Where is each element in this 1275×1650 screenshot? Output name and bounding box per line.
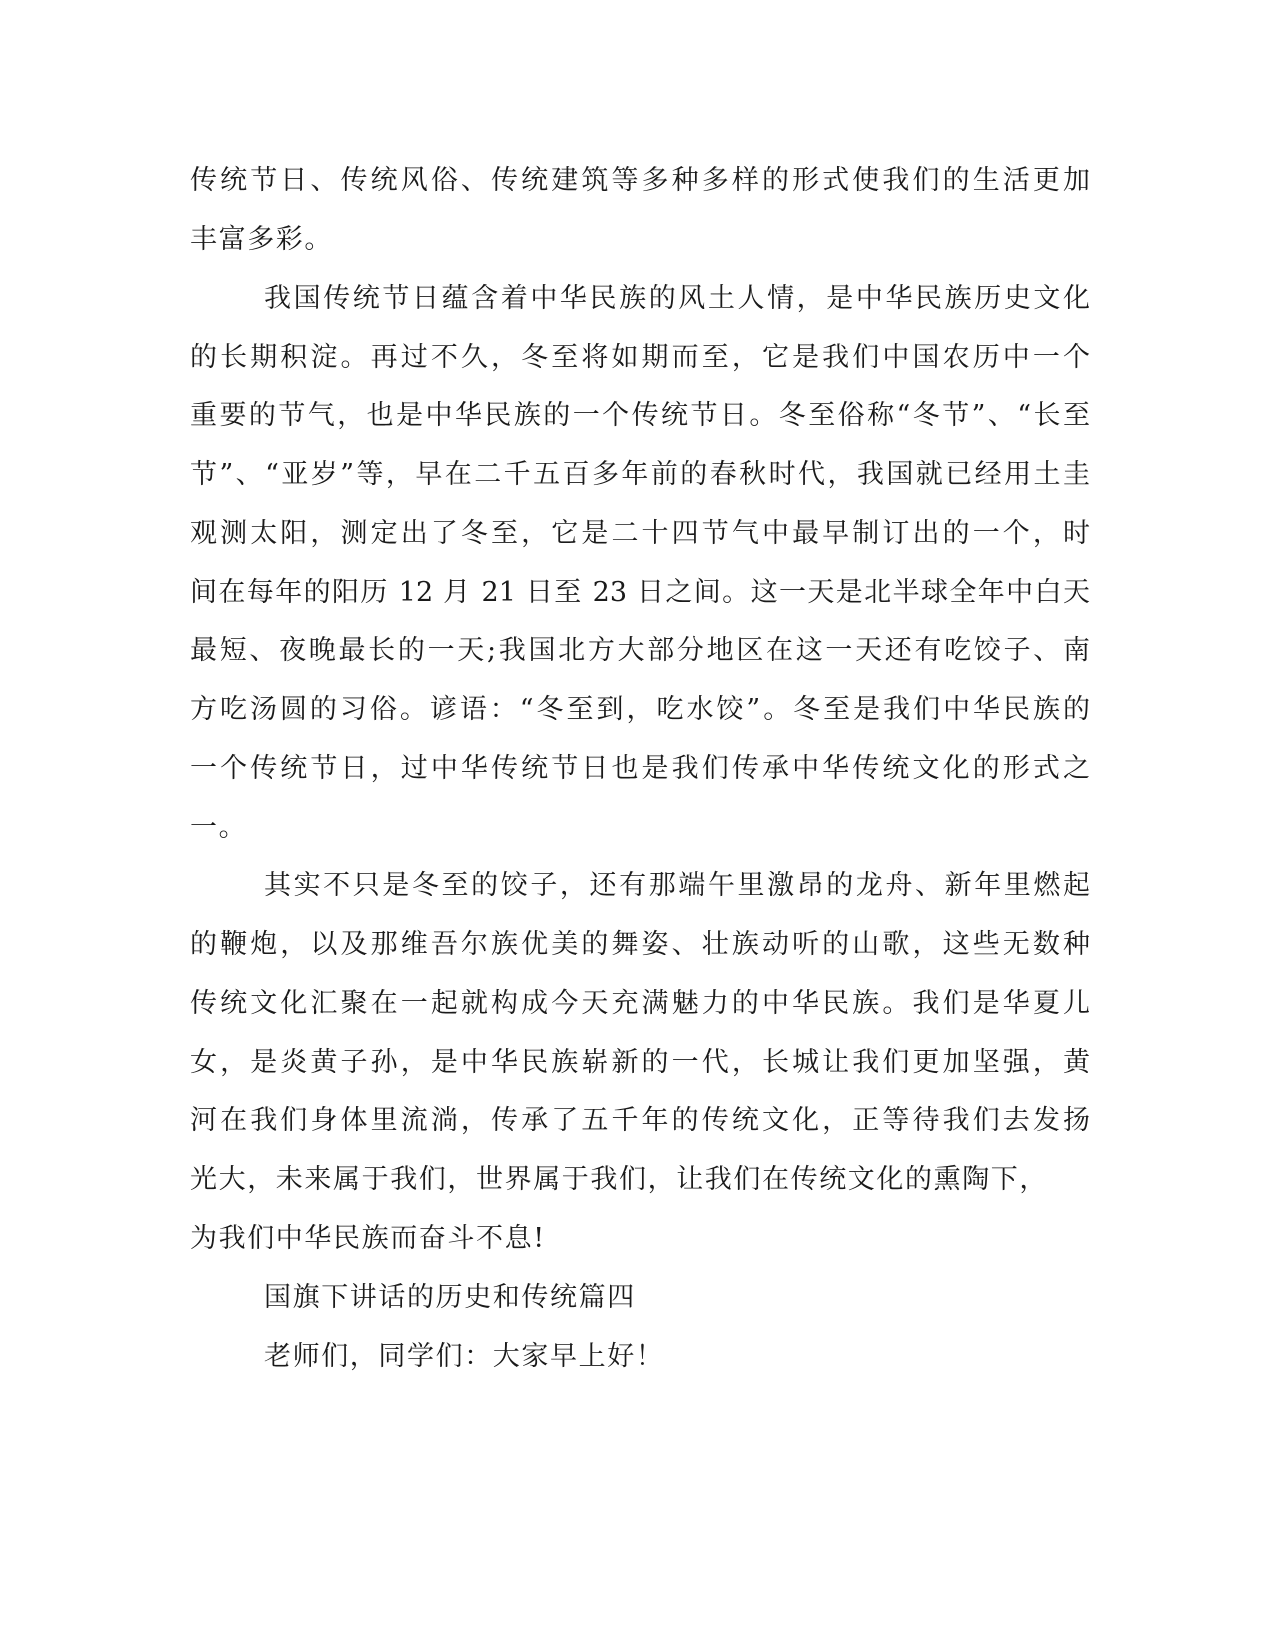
section-heading: 国旗下讲话的历史和传统篇四 xyxy=(264,1282,636,1313)
paragraph-line: 方吃汤圆的习俗。谚语：“冬至到，吃水饺”。冬至是我们中华民族的 xyxy=(190,694,1090,725)
paragraph-line: 其实不只是冬至的饺子，还有那端午里激昂的龙舟、新年里燃起 xyxy=(264,870,1090,901)
paragraph-line: 间在每年的阳历 12 月 21 日至 23 日之间。这一天是北半球全年中白天 xyxy=(190,577,1090,608)
paragraph-line: 女，是炎黄子孙，是中华民族崭新的一代，长城让我们更加坚强，黄 xyxy=(190,1047,1090,1078)
paragraph-line: 一个传统节日，过中华传统节日也是我们传承中华传统文化的形式之 xyxy=(190,753,1090,784)
paragraph-line: 节”、“亚岁”等，早在二千五百多年前的春秋时代，我国就已经用土圭 xyxy=(190,459,1090,490)
paragraph-line: 光大，未来属于我们，世界属于我们，让我们在传统文化的熏陶下， xyxy=(190,1164,1048,1195)
paragraph-line: 河在我们身体里流淌，传承了五千年的传统文化，正等待我们去发扬 xyxy=(190,1105,1090,1136)
paragraph-line: 传统节日、传统风俗、传统建筑等多种多样的形式使我们的生活更加 xyxy=(190,165,1090,196)
paragraph-line: 重要的节气，也是中华民族的一个传统节日。冬至俗称“冬节”、“长至 xyxy=(190,400,1090,431)
paragraph-line: 丰富多彩。 xyxy=(190,224,333,255)
paragraph-line: 观测太阳，测定出了冬至，它是二十四节气中最早制订出的一个，时 xyxy=(190,518,1090,549)
paragraph-line: 一。 xyxy=(190,812,248,843)
paragraph-line: 为我们中华民族而奋斗不息! xyxy=(190,1223,546,1254)
paragraph-line: 我国传统节日蕴含着中华民族的风土人情，是中华民族历史文化 xyxy=(264,283,1090,314)
paragraph-line: 传统文化汇聚在一起就构成今天充满魅力的中华民族。我们是华夏儿 xyxy=(190,988,1090,1019)
greeting-line: 老师们，同学们：大家早上好！ xyxy=(264,1341,665,1372)
paragraph-line: 的鞭炮，以及那维吾尔族优美的舞姿、壮族动听的山歌，这些无数种 xyxy=(190,929,1090,960)
paragraph-line: 最短、夜晚最长的一天;我国北方大部分地区在这一天还有吃饺子、南 xyxy=(190,635,1090,666)
paragraph-line: 的长期积淀。再过不久，冬至将如期而至，它是我们中国农历中一个 xyxy=(190,342,1090,373)
